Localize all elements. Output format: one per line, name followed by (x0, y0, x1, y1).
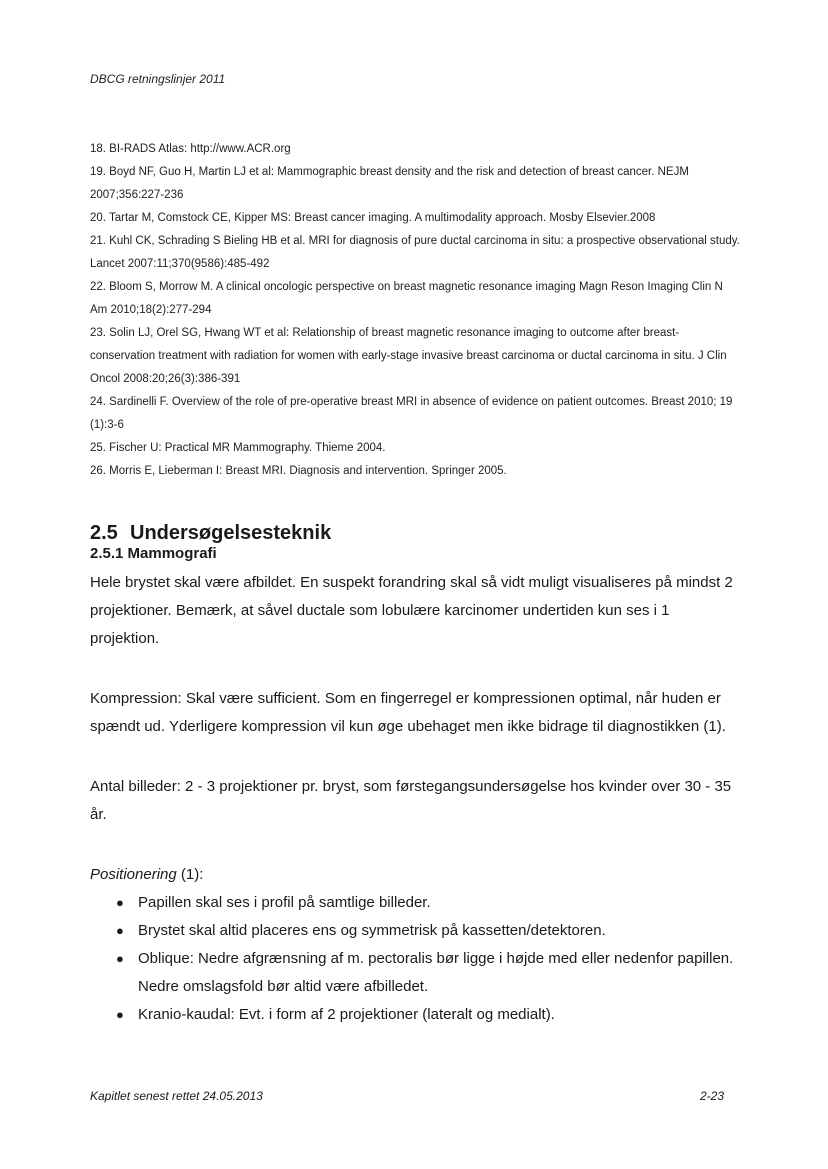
reference-item: 20. Tartar M, Comstock CE, Kipper MS: Breast cancer imaging. A multimodality approach. Mosby Elsevier.2008 (90, 212, 656, 224)
subsection-heading: 2.5.1 Mammografi (90, 545, 217, 562)
section-2-5 (90, 521, 740, 1029)
reference-item: 26. Morris E, Lieberman I: Breast MRI. Diagnosis and intervention. Springer 2005. (90, 465, 507, 477)
footer-revision-date: Kapitlet senest rettet 24.05.2013 (90, 1089, 263, 1103)
positioning-ref: (1): (176, 866, 204, 883)
positioning-heading (90, 861, 740, 889)
reference-item: 19. Boyd NF, Guo H, Martin LJ et al: Mammographic breast density and the risk and detection of breast cancer. NEJM 2007;356:227-236 (90, 166, 689, 201)
page-number: 2-23 (700, 1089, 725, 1103)
positioning-label: Positionering (90, 866, 177, 883)
list-item: ● Oblique: Nedre afgrænsning af m. pectoralis bør ligge i højde med eller nedenfor papillen. Nedre omslagsfold bør altid være afbilledet. (90, 945, 740, 1001)
paragraph-image-count: Antal billeder: 2 - 3 projektioner pr. bryst, som førstegangsundersøgelse hos kvinder over 30 - 35 år. (90, 778, 732, 823)
reference-item: 24. Sardinelli F. Overview of the role of pre-operative breast MRI in absence of evidence on patient outcomes. Breast 2010; 19 (1):3-6 (90, 396, 733, 431)
bullet-icon: ● (116, 1007, 124, 1022)
section-title: Undersøgelsesteknik (130, 522, 332, 544)
section-heading (90, 521, 740, 545)
list-item: ● Papillen skal ses i profil på samtlige billeder. (90, 889, 740, 917)
running-header: DBCG retningslinjer 2011 (90, 72, 226, 86)
reference-item: 22. Bloom S, Morrow M. A clinical oncologic perspective on breast magnetic resonance imaging Magn Reson Imaging Clin N Am 2010;18(2):277-294 (90, 281, 723, 316)
paragraph-compression: Kompression: Skal være sufficient. Som en fingerregel er kompressionen optimal, når huden er spændt ud. Yderligere kompression vil kun øge ubehaget men ikke bidrage til diagnostikken (1). (90, 690, 726, 735)
reference-item: 25. Fischer U: Practical MR Mammography. Thieme 2004. (90, 442, 386, 454)
bullet-icon: ● (116, 895, 124, 910)
list-item: ● Brystet skal altid placeres ens og symmetrisk på kassetten/detektoren. (90, 917, 740, 945)
reference-item: 18. BI-RADS Atlas: http://www.ACR.org (90, 143, 291, 155)
paragraph-visualization: Hele brystet skal være afbildet. En suspekt forandring skal så vidt muligt visualiseres på mindst 2 projektioner. Bemærk, at såvel ductale som lobulære karcinomer undertiden kun ses i 1 projektion. (90, 574, 733, 647)
section-number: 2.5 (90, 522, 118, 544)
bullet-icon: ● (116, 923, 124, 938)
positioning-list (90, 889, 740, 1029)
reference-item: 21. Kuhl CK, Schrading S Bieling HB et al. MRI for diagnosis of pure ductal carcinoma in situ: a prospective observational study. Lancet 2007:11;370(9586):485-492 (90, 235, 740, 270)
bullet-icon: ● (116, 951, 124, 966)
list-item: ● Kranio-kaudal: Evt. i form af 2 projektioner (lateralt og medialt). (90, 1001, 740, 1029)
reference-list (90, 138, 740, 483)
reference-item: 23. Solin LJ, Orel SG, Hwang WT et al: Relationship of breast magnetic resonance imaging to outcome after breast-conservation treatment with radiation for women with early-stage invasive breast carcinoma or ductal carcinoma in situ. J Clin Oncol 2008:20;26(3):386-391 (90, 327, 727, 385)
